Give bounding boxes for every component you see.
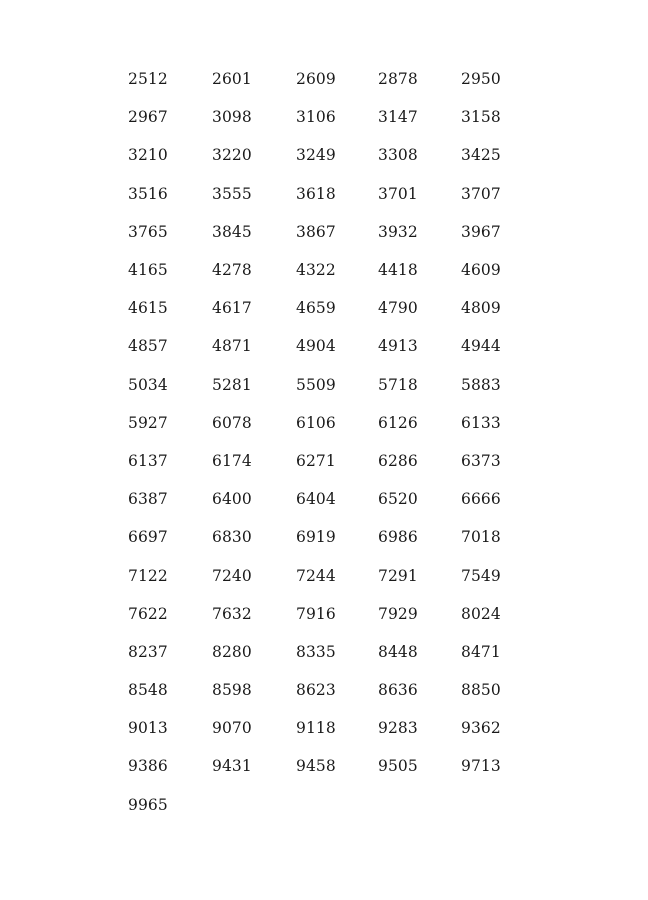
- number-cell: 3249: [296, 146, 336, 165]
- number-cell: 3210: [128, 146, 168, 165]
- number-cell: 6697: [128, 528, 168, 547]
- number-cell: 8237: [128, 642, 168, 661]
- number-cell: 3701: [378, 184, 418, 203]
- number-cell: 5281: [212, 375, 252, 394]
- number-cell: 7916: [296, 604, 336, 623]
- number-cell: 9965: [128, 795, 168, 814]
- number-cell: 4809: [461, 299, 501, 318]
- number-cell: 4659: [296, 299, 336, 318]
- number-cell: 2609: [296, 70, 336, 89]
- number-cell: 6174: [212, 451, 252, 470]
- number-cell: 9013: [128, 719, 168, 738]
- number-cell: 6666: [461, 490, 501, 509]
- number-cell: 6286: [378, 451, 418, 470]
- number-cell: 8280: [212, 642, 252, 661]
- number-cell: 7929: [378, 604, 418, 623]
- number-cell: 3147: [378, 108, 418, 127]
- number-cell: 8471: [461, 642, 501, 661]
- number-cell: 5509: [296, 375, 336, 394]
- number-cell: 6126: [378, 413, 418, 432]
- number-cell: 8024: [461, 604, 501, 623]
- number-cell: 6830: [212, 528, 252, 547]
- number-cell: 8448: [378, 642, 418, 661]
- number-cell: 7549: [461, 566, 501, 585]
- number-cell: 4857: [128, 337, 168, 356]
- number-cell: 3765: [128, 222, 168, 241]
- number-cell: 4278: [212, 261, 252, 280]
- number-cell: 4418: [378, 261, 418, 280]
- number-cell: 7291: [378, 566, 418, 585]
- number-cell: 4790: [378, 299, 418, 318]
- number-cell: 8636: [378, 681, 418, 700]
- number-cell: 3220: [212, 146, 252, 165]
- number-cell: 6133: [461, 413, 501, 432]
- number-cell: 3707: [461, 184, 501, 203]
- number-cell: 6986: [378, 528, 418, 547]
- number-cell: 7018: [461, 528, 501, 547]
- number-cell: 9505: [378, 757, 418, 776]
- number-cell: 4322: [296, 261, 336, 280]
- number-cell: 6520: [378, 490, 418, 509]
- number-cell: 9070: [212, 719, 252, 738]
- number-cell: 4944: [461, 337, 501, 356]
- number-cell: 4871: [212, 337, 252, 356]
- number-cell: 2512: [128, 70, 168, 89]
- number-cell: 5883: [461, 375, 501, 394]
- number-cell: 3867: [296, 222, 336, 241]
- number-cell: 7244: [296, 566, 336, 585]
- number-cell: 9713: [461, 757, 501, 776]
- number-cell: 4904: [296, 337, 336, 356]
- number-cell: 3425: [461, 146, 501, 165]
- number-cell: 3158: [461, 108, 501, 127]
- number-cell: 6271: [296, 451, 336, 470]
- number-cell: 6919: [296, 528, 336, 547]
- number-cell: 5718: [378, 375, 418, 394]
- number-cell: 6373: [461, 451, 501, 470]
- number-cell: 7632: [212, 604, 252, 623]
- number-cell: 7240: [212, 566, 252, 585]
- number-grid: [128, 60, 521, 824]
- number-cell: 5927: [128, 413, 168, 432]
- number-cell: 6137: [128, 451, 168, 470]
- number-cell: 2950: [461, 70, 501, 89]
- number-cell: 4913: [378, 337, 418, 356]
- number-cell: 3098: [212, 108, 252, 127]
- number-cell: 3618: [296, 184, 336, 203]
- number-cell: 9362: [461, 719, 501, 738]
- number-cell: 3845: [212, 222, 252, 241]
- number-cell: 4165: [128, 261, 168, 280]
- number-cell: 3555: [212, 184, 252, 203]
- number-cell: 9283: [378, 719, 418, 738]
- number-cell: 8850: [461, 681, 501, 700]
- number-cell: 2601: [212, 70, 252, 89]
- number-cell: 8623: [296, 681, 336, 700]
- number-cell: 3967: [461, 222, 501, 241]
- number-cell: 6404: [296, 490, 336, 509]
- number-cell: 3516: [128, 184, 168, 203]
- number-cell: 9118: [296, 719, 336, 738]
- number-cell: 6387: [128, 490, 168, 509]
- number-cell: 9458: [296, 757, 336, 776]
- number-cell: 4617: [212, 299, 252, 318]
- number-cell: 7622: [128, 604, 168, 623]
- number-cell: 3308: [378, 146, 418, 165]
- number-cell: 6400: [212, 490, 252, 509]
- number-cell: 2967: [128, 108, 168, 127]
- number-cell: 6078: [212, 413, 252, 432]
- number-cell: 2878: [378, 70, 418, 89]
- number-cell: 7122: [128, 566, 168, 585]
- number-cell: 4615: [128, 299, 168, 318]
- number-cell: 5034: [128, 375, 168, 394]
- number-cell: 3106: [296, 108, 336, 127]
- number-cell: 4609: [461, 261, 501, 280]
- number-cell: 9431: [212, 757, 252, 776]
- number-cell: 8598: [212, 681, 252, 700]
- number-cell: 8548: [128, 681, 168, 700]
- number-cell: 6106: [296, 413, 336, 432]
- number-cell: 9386: [128, 757, 168, 776]
- number-cell: 3932: [378, 222, 418, 241]
- number-cell: 8335: [296, 642, 336, 661]
